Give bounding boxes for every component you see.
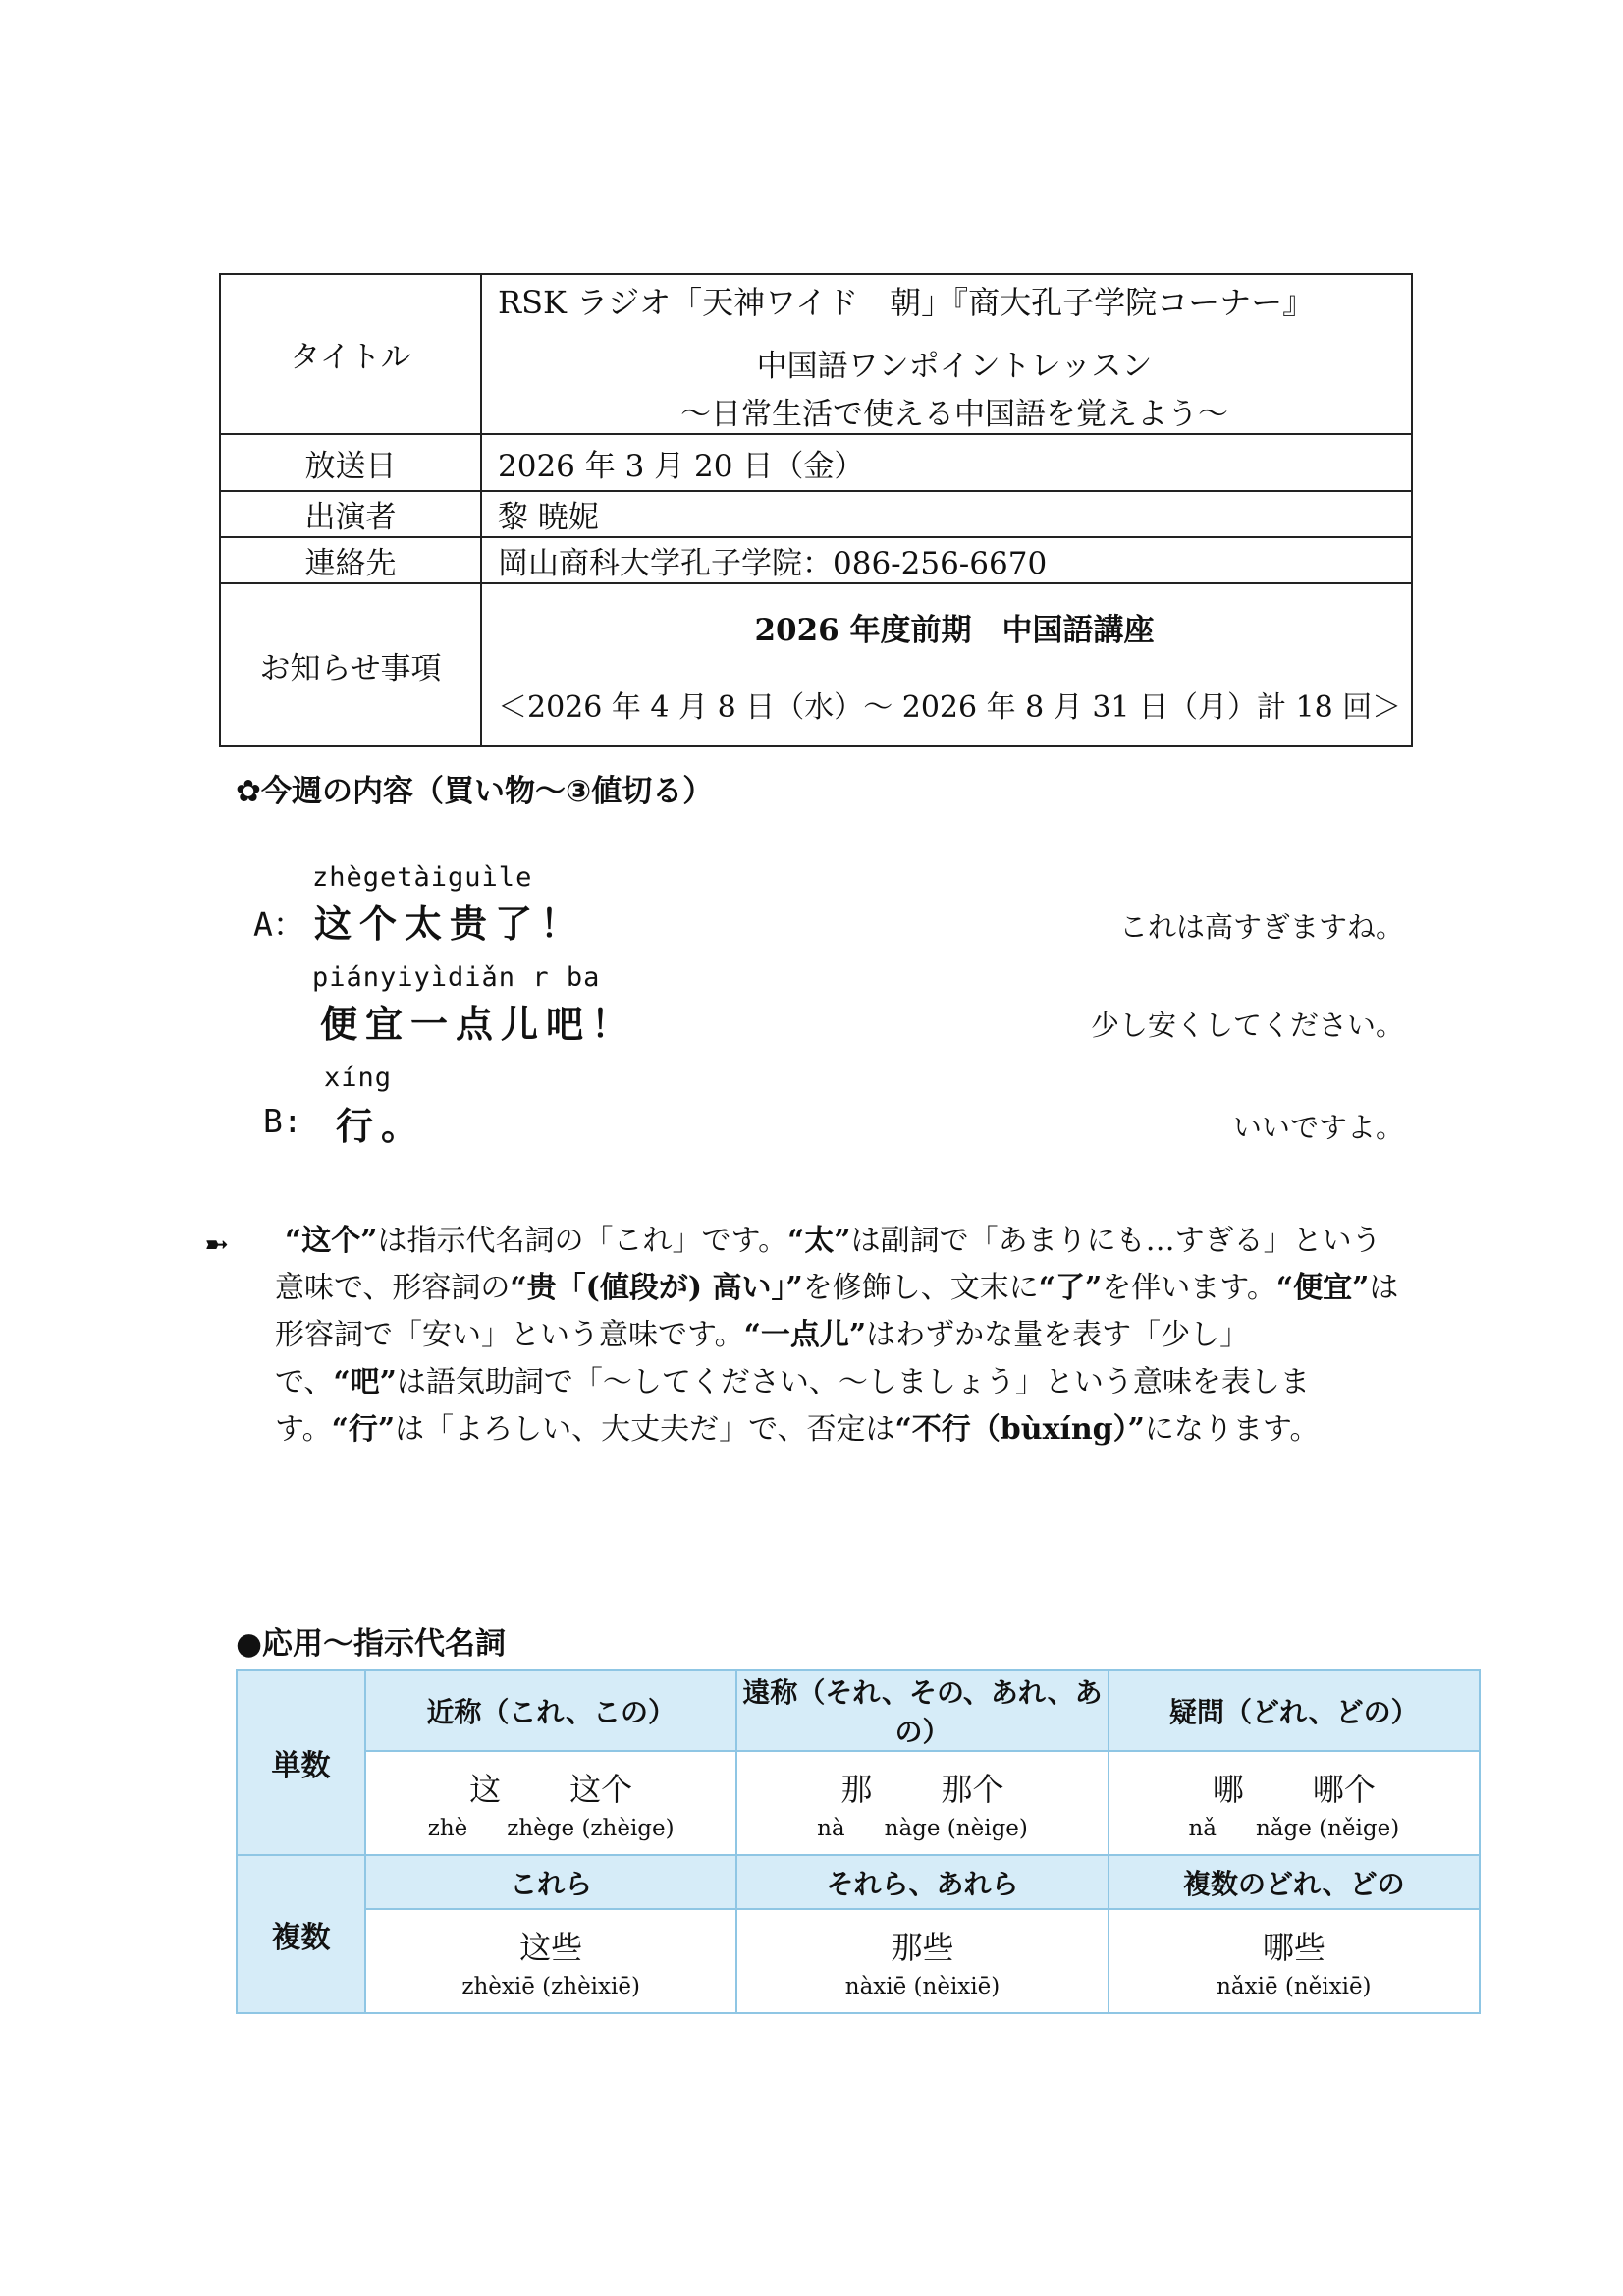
far-header: 遠称（それ、その、あれ、あの）	[736, 1670, 1108, 1751]
expl-text-9: になります。	[1144, 1412, 1320, 1447]
lesson-subtitle: ～日常生活で使える中国語を覚えよう～	[680, 396, 1228, 432]
py-na3: nǎ	[1188, 1816, 1217, 1841]
py-na3xie: nǎxiē (něixiē)	[1217, 1974, 1372, 1999]
expl-text-3: を修飾し、文末に	[802, 1271, 1039, 1305]
zh-zhe: 这	[469, 1771, 502, 1808]
question-header: 疑問（どれ、どの）	[1109, 1670, 1480, 1751]
expl-text-8: は「よろしい、大丈夫だ」で、否定は	[395, 1412, 895, 1447]
singular-question-cell	[1109, 1751, 1480, 1855]
dialogue-chinese-1: 这个太贵了！	[314, 902, 586, 946]
zh-na3ge: 哪个	[1312, 1771, 1376, 1808]
singular-label: 単数	[237, 1670, 365, 1855]
title-label: タイトル	[220, 274, 481, 434]
plural-far-cell	[736, 1909, 1108, 2013]
zh-zhege: 这个	[569, 1771, 633, 1808]
near-header: 近称（これ、この）	[365, 1670, 736, 1751]
dialogue-chinese-2: 便宜一点儿吧！	[320, 1002, 637, 1046]
term-xing: “行”	[331, 1412, 396, 1447]
course-title: 2026 年度前期 中国語講座	[754, 612, 1155, 648]
expl-text-7: は語気助詞で「～してください、～しましょう」という意味を表します。	[275, 1365, 1310, 1447]
course-dates: ＜2026 年 4 月 8 日（水）～ 2026 年 8 月 31 日（月）計 18 回＞	[498, 689, 1402, 725]
expl-text-5: は形容詞で「安い」という意味です。	[275, 1271, 1399, 1352]
py-na: nà	[817, 1816, 845, 1841]
plural-near-header: これら	[365, 1855, 736, 1909]
plural-far-header: それら、あれら	[736, 1855, 1108, 1909]
speaker-a: A：	[253, 905, 305, 944]
contact-label: 連絡先	[220, 537, 481, 583]
speaker-b: B:	[263, 1102, 302, 1140]
expl-text-4: を伴います。	[1102, 1271, 1276, 1305]
zh-na3: 哪	[1212, 1771, 1244, 1808]
info-table	[219, 273, 1413, 747]
py-nage: nàge (nèige)	[884, 1816, 1028, 1841]
cast-value: 黎 暁妮	[481, 491, 1412, 537]
term-gui: “贵「(値段が) 高い」”	[510, 1271, 803, 1305]
notice-label: お知らせ事項	[220, 583, 481, 746]
lesson-title: 中国語ワンポイントレッスン	[756, 348, 1153, 384]
term-zhege: “这个”	[285, 1224, 378, 1258]
term-tai: “太”	[787, 1224, 851, 1258]
py-na3ge: nǎge (něige)	[1255, 1816, 1400, 1841]
zh-na3xie: 哪些	[1262, 1929, 1325, 1966]
zh-na: 那	[840, 1771, 873, 1808]
plural-question-cell	[1109, 1909, 1480, 2013]
py-naxie: nàxiē (nèixiē)	[844, 1974, 1001, 1999]
plural-near-cell	[365, 1909, 736, 2013]
py-zhexie: zhèxiē (zhèixiē)	[461, 1974, 640, 1999]
date-value: 2026 年 3 月 20 日（金）	[481, 434, 1412, 491]
date-label: 放送日	[220, 434, 481, 491]
expl-text-2: は副詞で「あまりにも…すぎる」という意味で、形容詞の	[275, 1224, 1381, 1305]
term-pianyi: “便宜”	[1275, 1271, 1370, 1305]
explanation-paragraph	[275, 1218, 1399, 1453]
dialogue-japanese-3: いいですよ。	[1232, 1111, 1404, 1144]
expl-text-1: は指示代名詞の「これ」です。	[377, 1224, 788, 1258]
expl-text-6: はわずかな量を表す「少し」で、	[275, 1318, 1250, 1399]
week-heading: ✿今週の内容（買い物～③値切る）	[236, 774, 714, 809]
title-cell	[481, 274, 1412, 434]
cast-label: 出演者	[220, 491, 481, 537]
dialogue-japanese-1: これは高すぎますね。	[1118, 910, 1404, 944]
pinyin-line-3: xíng	[324, 1063, 393, 1093]
applied-heading: ●応用～指示代名詞	[236, 1626, 507, 1662]
demonstratives-table	[236, 1669, 1481, 2014]
py-zhege: zhège (zhèige)	[507, 1816, 675, 1841]
contact-value: 岡山商科大学孔子学院：086-256-6670	[481, 537, 1412, 583]
notice-cell	[481, 583, 1412, 746]
pinyin-line-1: zhègetàiguìle	[312, 862, 533, 893]
zh-naxie: 那些	[891, 1929, 954, 1966]
program-title: RSK ラジオ「天神ワイド 朝」『商大孔子学院コーナー』	[498, 283, 1315, 321]
term-yidianr: “一点儿”	[743, 1318, 867, 1352]
pinyin-line-2: piányiyìdiǎn r ba	[312, 962, 601, 993]
plural-label: 複数	[237, 1855, 365, 2013]
py-zhe: zhè	[427, 1816, 468, 1841]
term-buxing: “不行（bùxíng）”	[894, 1412, 1145, 1447]
term-le: “了”	[1038, 1271, 1103, 1305]
plural-question-header: 複数のどれ、どの	[1109, 1855, 1480, 1909]
singular-near-cell	[365, 1751, 736, 1855]
singular-far-cell	[736, 1751, 1108, 1855]
term-ba: “吧”	[333, 1365, 397, 1399]
zh-nage: 那个	[941, 1771, 1004, 1808]
dialogue-japanese-2: 少し安くしてください。	[1090, 1009, 1404, 1042]
dialogue-chinese-3: 行。	[336, 1104, 427, 1148]
bullet-icon: ➼	[204, 1228, 230, 1262]
zh-zhexie: 这些	[519, 1929, 583, 1966]
